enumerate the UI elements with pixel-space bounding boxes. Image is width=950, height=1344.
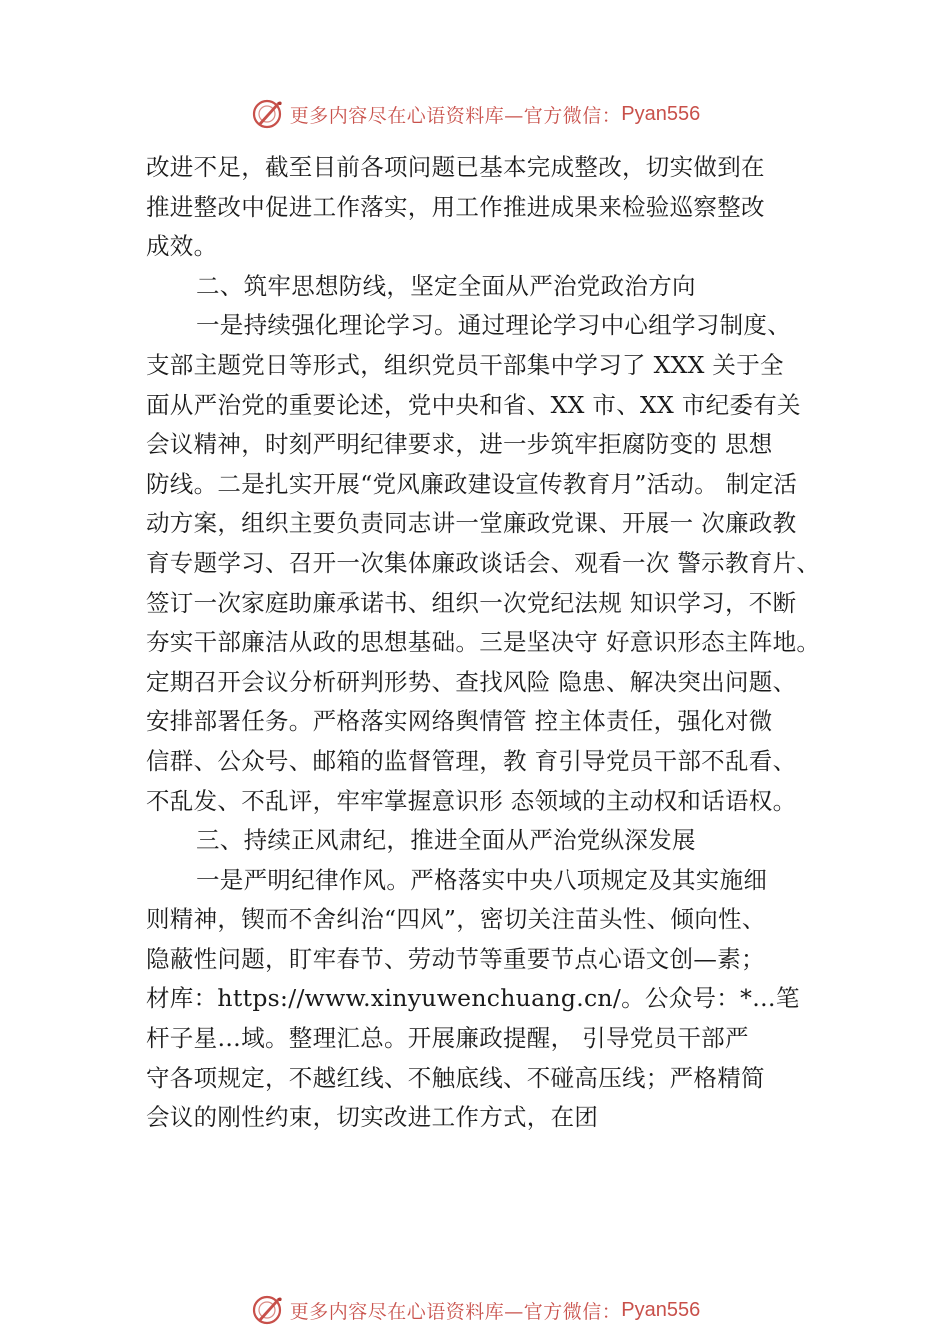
document-body (146, 148, 856, 1138)
paragraph-line: 守各项规定，不越红线、不触底线、不碰高压线；严格精简 (146, 1063, 765, 1092)
paragraph-line: 签订一次家庭助廉承诺书、组织一次党纪法规 知识学习，不断 (146, 588, 797, 617)
paragraph-line: 成效。 (146, 232, 218, 261)
paragraph-line: 改进不足，截至目前各项问题已基本完成整改，切实做到在 (146, 153, 765, 181)
paragraph-line: 则精神，锲而不舍纠治“四风”，密切关注苗头性、倾向性、 (146, 905, 766, 934)
quill-pen-logo-icon (250, 97, 284, 131)
watermark-banner-bottom (0, 1290, 950, 1330)
watermark-promo-text: 更多内容尽在心语资料库—官方微信： (289, 1300, 622, 1323)
paragraph-line: 杆子星…域。整理汇总。开展廉政提醒， 引导党员干部严 (146, 1024, 749, 1053)
paragraph-line: 防线。二是扎实开展“党风廉政建设宣传教育月”活动。 制定活 (146, 469, 798, 498)
watermark-banner-top (0, 94, 950, 134)
quill-pen-logo-icon (250, 1293, 284, 1327)
watermark-wechat-handle: Pyan556 (621, 102, 701, 125)
paragraph-line: 会议精神，时刻严明纪律要求，进一步筑牢拒腐防变的 思想 (146, 430, 773, 459)
paragraph-line: 会议的刚性约束，切实改进工作方式，在团 (146, 1103, 599, 1132)
paragraph-line: 不乱发、不乱评，牢牢掌握意识形 态领域的主动权和话语权。 (146, 786, 797, 815)
paragraph-line: 信群、公众号、邮箱的监督管理，教 育引导党员干部不乱看、 (146, 746, 797, 775)
watermark-promo-text: 更多内容尽在心语资料库—官方微信： (289, 104, 622, 127)
paragraph-line: 育专题学习、召开一次集体廉政谈话会、观看一次 警示教育片、 (146, 548, 821, 577)
paragraph-line: 支部主题党日等形式，组织党员干部集中学习了 XXX 关于全 (146, 350, 784, 379)
paragraph-line: 一是严明纪律作风。严格落实中央八项规定及其实施细 (196, 865, 768, 894)
paragraph-line: 推进整改中促进工作落实，用工作推进成果来检验巡察整改 (146, 192, 765, 221)
paragraph-line: 安排部署任务。严格落实网络舆情管 控主体责任，强化对微 (146, 707, 773, 736)
paragraph-line: 材库：https://www.xinyuwenchuang.cn/。公众号：*…笔 (146, 984, 800, 1013)
paragraph-line: 动方案，组织主要负责同志讲一堂廉政党课、开展一 次廉政教 (146, 509, 797, 538)
paragraph-line: 隐蔽性问题，盯牢春节、劳动节等重要节点心语文创—素； (146, 944, 765, 973)
section-heading: 二、筑牢思想防线，坚定全面从严治党政治方向 (196, 271, 696, 300)
paragraph-line: 面从严治党的重要论述，党中央和省、XX 市、XX 市纪委有关 (146, 390, 801, 419)
section-heading: 三、持续正风肃纪，推进全面从严治党纵深发展 (196, 826, 696, 855)
paragraph-line: 定期召开会议分析研判形势、查找风险 隐患、解决突出问题、 (146, 667, 797, 696)
watermark-wechat-handle: Pyan556 (621, 1298, 701, 1321)
paragraph-line: 一是持续强化理论学习。通过理论学习中心组学习制度、 (196, 311, 791, 340)
paragraph-line: 夯实干部廉洁从政的思想基础。三是坚决守 好意识形态主阵地。 (146, 628, 821, 657)
